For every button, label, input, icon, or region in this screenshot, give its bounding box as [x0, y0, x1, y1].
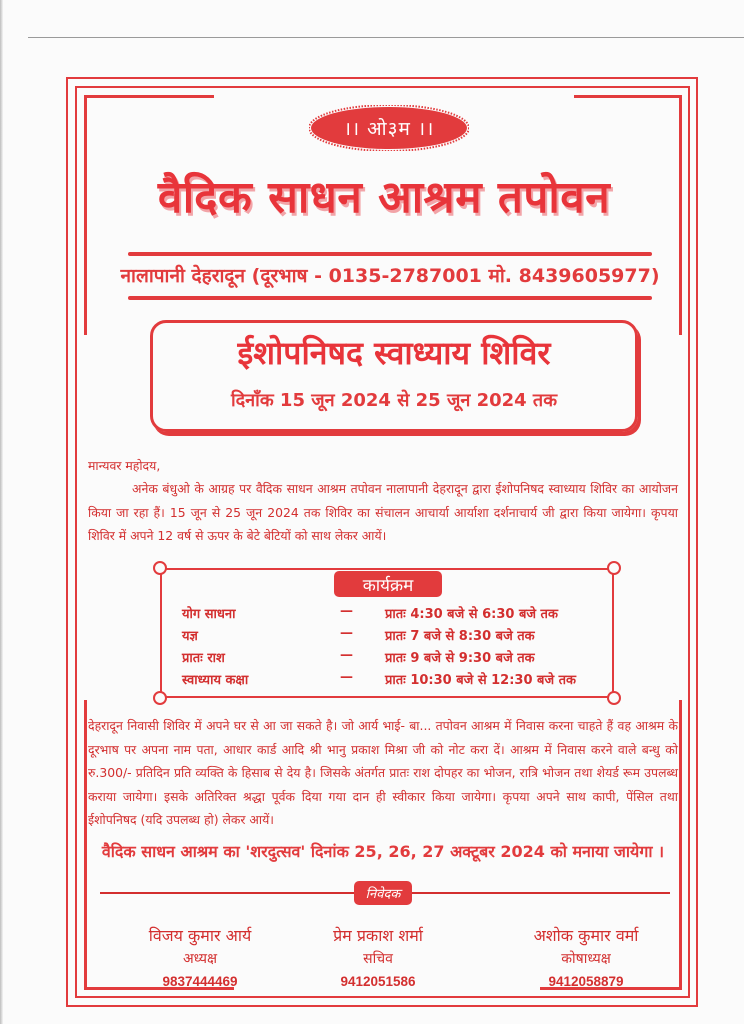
signatory-name: विजय कुमार आर्य [148, 926, 252, 945]
signatory-treasurer [486, 924, 686, 994]
signatories-label: निवेदक [354, 881, 412, 905]
program-dash: — [340, 670, 353, 685]
accommodation-paragraph: देहरादून निवासी शिविर में अपने घर से आ जा सकते है। जो आर्य भाई- बा... तपोवन आश्रम में निवास करना चाहते हैं वह आश्रम के दूरभाष पर अपना नाम पता, आधार कार्ड आदि श्री भानु प्रकाश मिश्रा जी को नोट करा दें। आश्रम में निवास करने वाले बन्धु को रु.300/- प्रतिदिन प्रति व्यक्ति के हिसाब से देय है। जिसके अंतर्गत प्रातः राश दोपहर का भोजन, रात्रि भोजन तथा शेयर्ड रूम उपलब्ध कराया जायेगा। इसके अतिरिक्त श्रद्धा पूर्वक दिया गया दान ही स्वीकार किया जायेगा। कृपया अपने साथ कापी, पेंसिल तथा ईशोपनिषद (यदि उपलब्ध हो) लेकर आयें। [88, 718, 678, 828]
festival-notice: वैदिक साधन आश्रम का 'शरदुत्सव' दिनांक 25, 26, 27 अक्टूबर 2024 को मनाया जायेगा । [101, 842, 665, 861]
address-contact: नालापानी देहरादून (दूरभाष - 0135-2787001 मो. 8439605977) [120, 265, 660, 287]
signatory-phone: 9412058879 [548, 974, 624, 989]
program-box-corner-tr [607, 561, 621, 575]
program-box-corner-bl [153, 691, 167, 705]
program-time: प्रातः 10:30 बजे से 12:30 बजे तक [385, 673, 577, 688]
program-dash: — [340, 648, 353, 663]
program-activity: योग साधना [182, 607, 236, 622]
om-text: ।। ओ३म ।। [343, 118, 435, 140]
program-row [182, 670, 612, 692]
ashram-title: वैदिक साधन आश्रम तपोवन [157, 172, 611, 223]
program-time: प्रातः 9 बजे से 9:30 बजे तक [385, 651, 535, 666]
program-row [182, 604, 612, 626]
corner-bracket-top-left-h [84, 95, 214, 98]
signatory-role: कोषाध्यक्ष [561, 951, 611, 967]
address-rule-bottom [128, 296, 652, 300]
signatory-phone: 9837444469 [162, 974, 238, 989]
program-row [182, 626, 612, 648]
program-box-corner-br [607, 691, 621, 705]
scan-edge-shadow [0, 0, 3, 1024]
program-activity: यज्ञ [182, 629, 198, 644]
signatory-name: प्रेम प्रकाश शर्मा [333, 926, 423, 945]
corner-bracket-top-right-h [574, 95, 682, 98]
address-rule-top [128, 252, 652, 256]
program-activity: प्रातः राश [182, 651, 225, 666]
program-time: प्रातः 4:30 बजे से 6:30 बजे तक [385, 607, 558, 622]
signatory-secretary [278, 924, 478, 994]
program-box-corner-tl [153, 561, 167, 575]
signatory-name: अशोक कुमार वर्मा [533, 926, 639, 945]
signatory-phone: 9412051586 [340, 974, 416, 989]
program-dash: — [340, 626, 353, 641]
scan-top-line [28, 37, 744, 38]
signatory-role: अध्यक्ष [182, 951, 218, 967]
camp-dates: दिनाँक 15 जून 2024 से 25 जून 2024 तक [230, 390, 558, 411]
program-time: प्रातः 7 बजे से 8:30 बजे तक [385, 629, 535, 644]
program-row [182, 648, 612, 670]
signatory-role: सचिव [363, 951, 393, 967]
signatory-president [100, 924, 300, 994]
program-dash: — [340, 604, 353, 619]
camp-title: ईशोपनिषद स्वाध्याय शिविर [237, 334, 551, 372]
program-label: कार्यक्रम [334, 571, 442, 597]
intro-paragraph: अनेक बंधुओ के आग्रह पर वैदिक साधन आश्रम तपोवन नालापानी देहरादून द्वारा ईशोपनिषद स्वाध्याय शिविर का आयोजन किया जा रहा हैं। 15 जून से 25 जून 2024 तक शिविर का संचालन आचार्या आर्याशा दर्शनाचार्य जी द्वारा किया जायेगा। कृपया शिविर में अपने 12 वर्ष से ऊपर के बेटे बेटियों को साथ लेकर आयें। [88, 481, 678, 544]
salutation: मान्यवर महोदय, [88, 458, 161, 473]
program-activity: स्वाध्याय कक्षा [182, 673, 249, 688]
